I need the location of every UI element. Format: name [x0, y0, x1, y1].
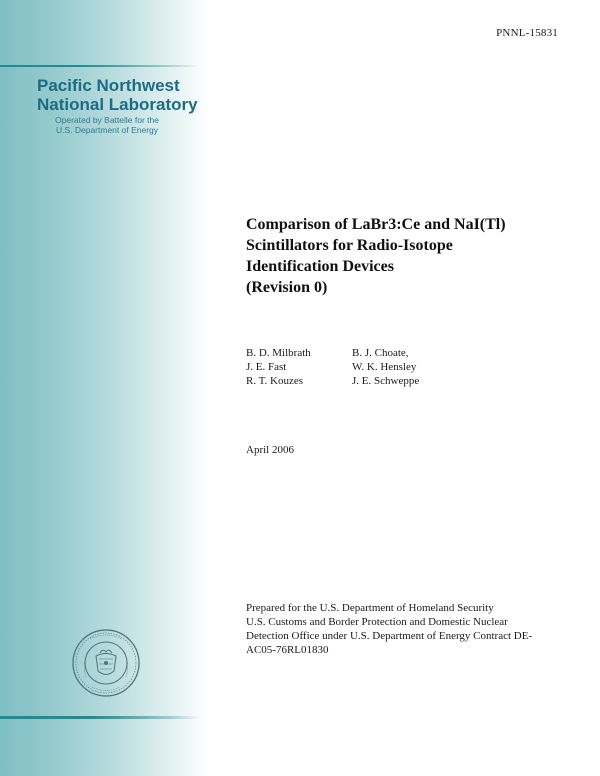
prepared-line-2: U.S. Customs and Border Protection and Domestic Nuclear — [246, 616, 508, 628]
doe-seal-icon — [70, 627, 142, 699]
report-title — [246, 214, 576, 298]
prepared-line-1: Prepared for the U.S. Department of Homeland Security — [246, 602, 494, 614]
author-name: R. T. Kouzes — [246, 375, 304, 387]
author-name: B. J. Choate, — [352, 347, 409, 359]
author-column-right — [352, 346, 419, 388]
logo-subtitle-1: Operated by Battelle for the — [55, 115, 159, 125]
report-number: PNNL-15831 — [496, 27, 558, 39]
author-name: W. K. Hensley — [352, 361, 417, 373]
logo-line-1: Pacific Northwest — [37, 76, 180, 95]
title-line-1: Comparison of LaBr3:Ce and NaI(Tl) — [246, 216, 506, 233]
prepared-line-3: Detection Office under U.S. Department of Energy Contract DE- — [246, 630, 533, 642]
author-name: B. D. Milbrath — [246, 347, 311, 359]
logo-subtitle-2: U.S. Department of Energy — [55, 124, 159, 135]
publication-date: April 2006 — [246, 444, 294, 456]
title-line-4: (Revision 0) — [246, 279, 328, 296]
prepared-for-statement — [246, 601, 576, 657]
pnnl-logo — [37, 76, 198, 135]
prepared-line-4: AC05-76RL01830 — [246, 644, 329, 656]
author-column-left — [246, 346, 311, 388]
title-line-3: Identification Devices — [246, 258, 394, 275]
top-accent-rule — [0, 65, 200, 67]
author-name: J. E. Fast — [246, 361, 287, 373]
author-name: J. E. Schweppe — [352, 375, 420, 387]
bottom-accent-rule — [0, 716, 200, 719]
logo-line-2: National Laboratory — [37, 95, 198, 114]
title-line-2: Scintillators for Radio-Isotope — [246, 237, 453, 254]
